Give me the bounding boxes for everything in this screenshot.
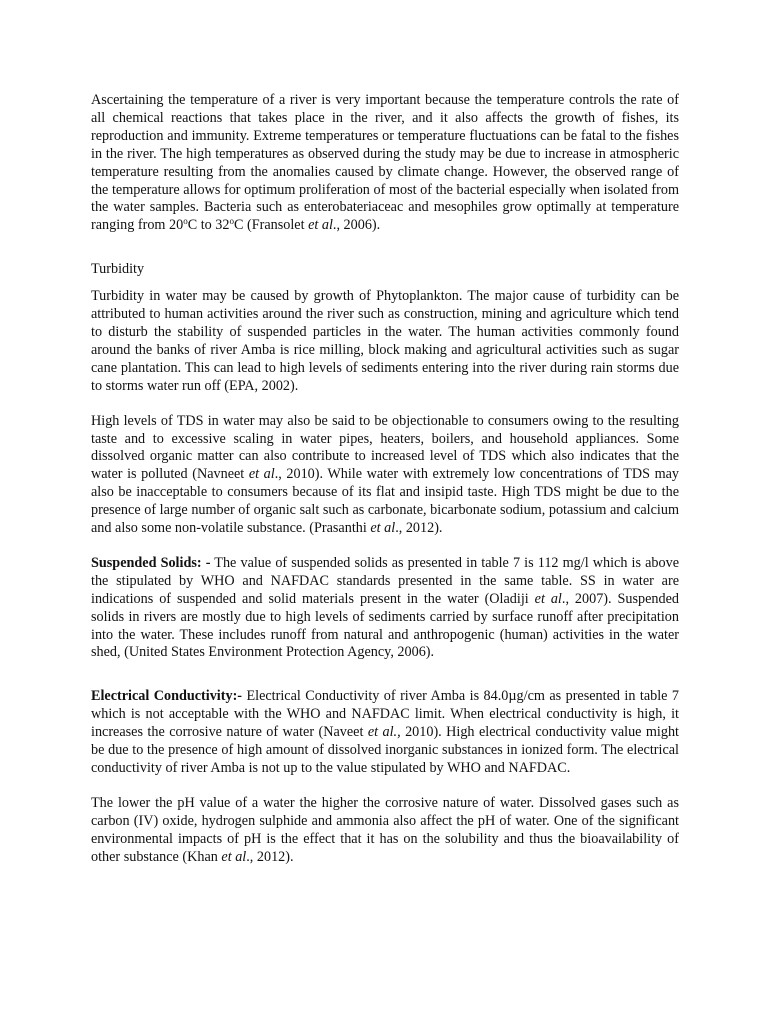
paragraph-tds [91,413,679,538]
document-page [91,92,679,867]
paragraph-text: ., 2010). While water with extremely low concentrations of TDS may also be inacceptable to consumers because of its flat and insipid taste. High TDS might be due to the presence of large number of organic salt such as carbonate, bicarbonate sodium, potassium and calcium and also some non-volatile substance. (Prasanthi [91,466,679,537]
citation-et-al: et al [308,217,333,234]
paragraph-text: Ascertaining the temperature of a river is very important because the temperature controls the rate of all chemical reactions that takes place in the river, and it also affects the growth of fishes, its reproduction and immunity. Extreme temperatures or temperature fluctuations can be fatal to the fishes in the river. The high temperatures as observed during the study may be due to increase in atmospheric temperature resulting from the anomalies caused by climate change. However, the observed range of the temperature allows for optimum proliferation of most of the bacterial especially when isolated from the water samples. Bacteria such as enterobateriaceac and mesophiles grow optimally at temperature ranging from 20 [91,92,679,234]
paragraph-text: ., 2012). [246,848,294,865]
paragraph-text: ., 2007). Suspended solids in rivers are mostly due to high levels of sediments carried by surface runoff after precipitation into the water. These includes runoff from natural and anthropogenic (human) activities in the water shed, (United States Environment Protection Agency, 2006). [91,590,680,661]
section-lead-electrical-conductivity: Electrical Conductivity:- [91,688,243,705]
paragraph-suspended-solids [91,555,679,662]
superscript-degree: o [183,216,188,227]
paragraph-turbidity: Turbidity in water may be caused by growth of Phytoplankton. The major cause of turbidity can be attributed to human activities around the river such as construction, mining and agriculture which tend to disturb the stability of suspended particles in the water. The human activities commonly found around the banks of river Amba is rice milling, block making and agricultural activities such as sugar cane plantation. This can lead to high levels of sediments entering into the river during rain storms due to storms water run off (EPA, 2002). [91,288,679,394]
paragraph-text: Electrical Conductivity of river Amba is 84.0µg/cm as presented in table 7 which is not acceptable with the WHO and NAFDAC limit. When electrical conductivity is high, it increases the corrosive nature of water (Naveet [91,688,680,741]
paragraph-text: C (Fransolet [233,217,309,234]
paragraph-text: C to 32 [187,217,230,234]
turbidity-heading: Turbidity [91,261,145,278]
paragraph-text: High levels of TDS in water may also be said to be objectionable to consumers owing to the resulting taste and to excessive scaling in water pipes, heaters, boilers, and household appliances. Some dissolved organic matter can also contribute to increased level of TDS which also indicates that the water is polluted (Navneet [91,412,679,483]
paragraph-ph [91,795,679,867]
paragraph-text: ., 2012). [395,520,443,537]
citation-et-al: et al [370,520,396,537]
citation-et-al: et al [248,466,275,483]
section-lead-suspended-solids: Suspended Solids: - [91,554,211,571]
citation-et-al: et al [221,848,247,865]
paragraph-text: The lower the pH value of a water the higher the corrosive nature of water. Dissolved gases such as carbon (IV) oxide, hydrogen sulphide and ammonia also affect the pH of water. One of the significant environmental impacts of pH is the effect that it has on the solubility and thus the bioavailability of other substance (Khan [91,794,679,865]
paragraph-text: ., 2006). [332,217,381,234]
paragraph-text: The value of suspended solids as presented in table 7 is 112 mg/l which is above the stipulated by WHO and NAFDAC standards presented in the same table. SS in water are indications of suspended and solid materials present in the water (Oladiji [91,554,680,607]
paragraph-temperature [91,92,679,235]
paragraph-electrical-conductivity [91,688,679,778]
citation-et-al: et al [534,590,562,607]
superscript-degree: o [229,216,234,227]
citation-et-al: et al., [367,724,401,741]
paragraph-text: 2010). High electrical conductivity value might be due to the presence of high amount of dissolved inorganic substances in ionized form. The electrical conductivity of river Amba is not up to the value stipulated by WHO and NAFDAC. [91,724,679,776]
